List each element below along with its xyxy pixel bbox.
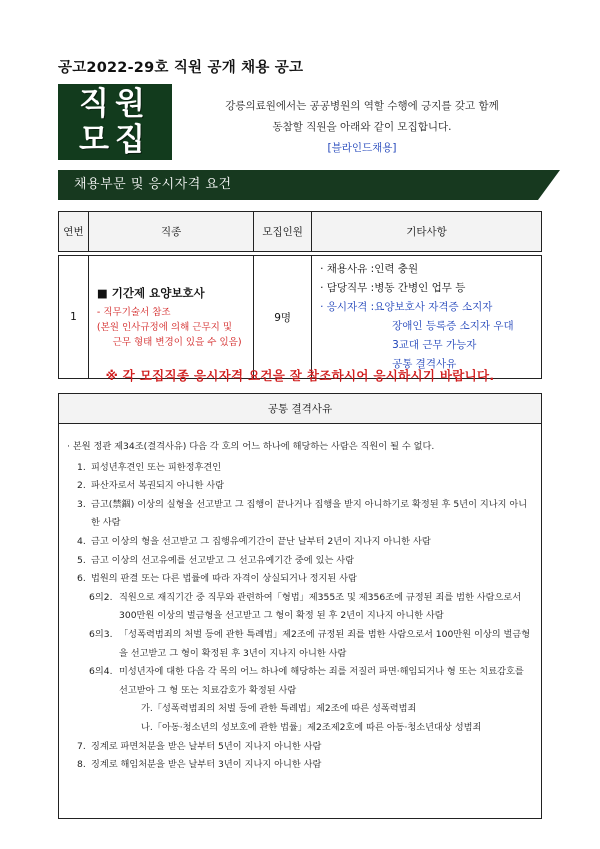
etc-label: · 채용사유 : — [320, 263, 375, 275]
list-item — [67, 738, 535, 757]
list-item — [67, 663, 535, 700]
list-item-number: 4. — [77, 535, 86, 547]
list-item-text: 법원의 판결 또는 다른 법률에 따라 자격이 상실되거나 정지된 사람 — [91, 573, 357, 585]
etc-value: 인력 충원 — [374, 263, 419, 275]
job-title: ■ 기간제 요양보호사 — [96, 285, 205, 300]
apply-notice: ※ 각 모집직종 응시자격 요건을 잘 참조하시어 응시하시기 바랍니다. — [105, 368, 495, 383]
section-title: 채용부문 및 응시자격 요건 — [58, 170, 538, 200]
list-item-text: 금고(禁錮) 이상의 실형을 선고받고 그 집행이 끝나거나 집행을 받지 아니하기로 확정된 후 5년이 지나지 아니한 사람 — [91, 498, 528, 529]
disqualification-list — [67, 459, 535, 775]
list-item-text: 「성폭력범죄의 처벌 등에 관한 특례법」제2조에 규정된 죄를 범한 사람으로서 100만원 이상의 벌금형을 선고받고 그 형이 확정된 후 3년이 지나지 아니한 사람 — [119, 628, 531, 659]
list-item-text: 피성년후견인 또는 피한정후견인 — [91, 461, 222, 473]
list-subitem: 가.「성폭력범죄의 처벌 등에 관한 특례법」제2조에 따른 성폭력범죄 — [141, 703, 417, 715]
etc-list — [320, 260, 533, 374]
header-no: 연번 — [59, 212, 89, 252]
etc-row — [320, 317, 533, 336]
etc-value: 병동 간병인 업무 등 — [374, 282, 466, 294]
list-item-number: 6. — [77, 573, 86, 585]
list-item — [67, 552, 535, 571]
job-note-2: (본원 인사규정에 의해 근무지 및 — [96, 321, 232, 333]
list-item — [67, 496, 535, 533]
list-item — [67, 477, 535, 496]
list-item — [67, 589, 535, 626]
job-note-1: - 직무기술서 참조 — [96, 306, 171, 318]
cell-etc — [312, 256, 542, 379]
logo-line-1: 직원 — [79, 86, 151, 122]
cell-no: 1 — [59, 256, 89, 379]
intro-line-1: 강릉의료원에서는 공공병원의 역할 수행에 긍지를 갖고 함께 — [225, 100, 499, 112]
job-note-3: 근무 형태 변경이 있을 수 있음) — [112, 336, 242, 348]
header-job: 직종 — [88, 212, 253, 252]
list-item-number: 5. — [77, 554, 86, 566]
list-item-text: 금고 이상의 형을 선고받고 그 집행유예기간이 끝난 날부터 2년이 지나지 아니한 사람 — [91, 535, 431, 547]
disqualification-header: 공통 결격사유 — [59, 394, 541, 424]
etc-row — [320, 260, 533, 279]
cell-job — [88, 256, 253, 379]
intro-line-2: 동참할 직원을 아래와 같이 모집합니다. — [272, 121, 452, 133]
list-item-text: 징계로 해임처분을 받은 날부터 3년이 지나지 아니한 사람 — [91, 759, 322, 771]
list-item-text: 미성년자에 대한 다음 각 목의 어느 하나에 해당하는 죄를 저질러 파면·해임되거나 형 또는 치료감호를 선고받아 그 형 또는 치료감호가 확정된 사람 — [119, 666, 524, 696]
etc-value: 요양보호사 자격증 소지자 — [374, 301, 493, 313]
list-subitem: 나.「아동·청소년의 성보호에 관한 법률」제2조제2호에 따른 아동·청소년대상 성범죄 — [141, 721, 482, 733]
etc-row — [320, 279, 533, 298]
recruit-logo — [58, 84, 172, 160]
list-item-text: 직원으로 재직기간 중 직무와 관련하여「형법」제355조 및 제356조에 규정된 죄를 범한 사람으로서 300만원 이상의 벌금형을 선고받고 그 형이 확정 된 후 2년이 지나지 아니한 사람 — [119, 591, 522, 622]
blind-hiring-label: [블라인드채용] — [327, 142, 397, 154]
cell-count: 9명 — [254, 256, 312, 379]
table-row — [59, 256, 542, 379]
list-item-number: 3. — [77, 498, 86, 510]
list-item-text: 징계로 파면처분을 받은 날부터 5년이 지나지 아니한 사람 — [91, 740, 322, 752]
list-item-number: 8. — [77, 759, 86, 771]
etc-label: · 응시자격 : — [320, 301, 375, 313]
header-count: 모집인원 — [254, 212, 312, 252]
logo-line-2: 모집 — [79, 122, 151, 158]
list-item-number: 1. — [77, 461, 86, 473]
list-item-text: 파산자로서 복권되지 아니한 사람 — [91, 480, 225, 492]
etc-row — [320, 298, 533, 317]
notice-title: 공고2022-29호 직원 공개 채용 공고 — [58, 60, 304, 76]
list-item-number: 6의4. — [89, 666, 113, 678]
list-item-number: 7. — [77, 740, 86, 752]
etc-row — [320, 336, 533, 355]
etc-value: 공통 결격사유 — [392, 358, 457, 370]
etc-value: 3교대 근무 가능자 — [392, 339, 477, 351]
etc-label: · 담당직무 : — [320, 282, 375, 294]
header-etc: 기타사항 — [312, 212, 542, 252]
table-header-row — [59, 212, 542, 252]
list-item-number: 6의2. — [89, 591, 113, 603]
etc-value: 장애인 등록증 소지자 우대 — [392, 320, 514, 332]
list-item — [67, 626, 535, 663]
list-item — [67, 756, 535, 775]
list-item-number: 6의3. — [89, 628, 113, 640]
recruitment-table — [58, 211, 542, 379]
disqualification-box — [58, 393, 542, 819]
list-item-number: 2. — [77, 480, 86, 492]
intro-text — [172, 96, 552, 159]
list-item — [67, 459, 535, 478]
list-item-text: 금고 이상의 선고유예를 선고받고 그 선고유예기간 중에 있는 사람 — [91, 554, 354, 566]
disqualification-body — [59, 424, 541, 775]
list-item — [67, 570, 535, 589]
disqualification-lead: · 본원 정관 제34조(결격사유) 다음 각 호의 어느 하나에 해당하는 사람은 직원이 될 수 없다. — [67, 441, 435, 452]
list-item — [67, 533, 535, 552]
